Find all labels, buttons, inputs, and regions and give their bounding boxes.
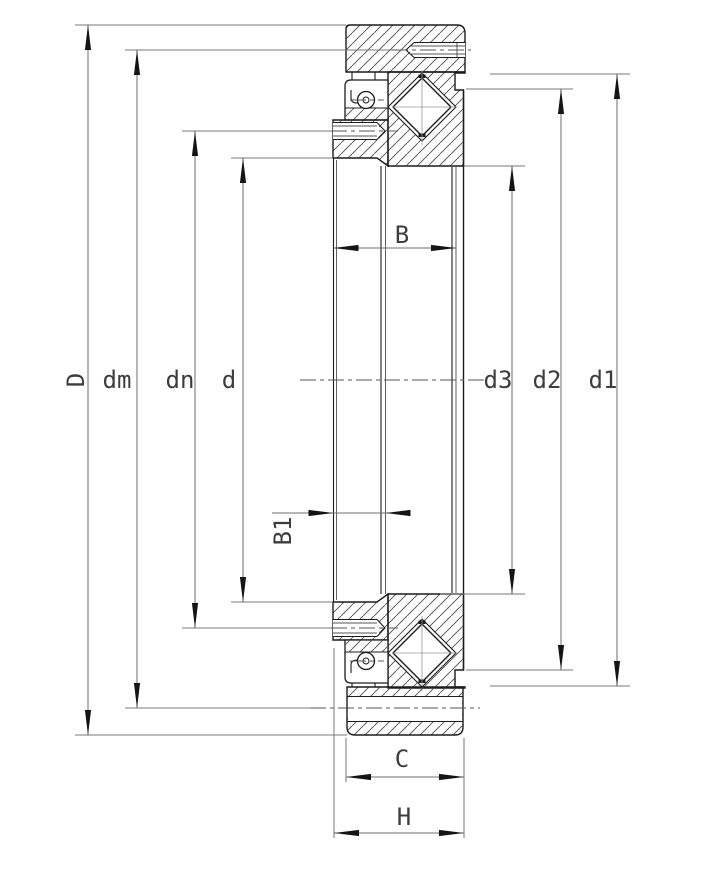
label-d3: d3	[483, 366, 513, 394]
outer-ring-bottom-flange	[347, 687, 463, 735]
inner-ring-top-block	[333, 120, 388, 166]
label-B1: B1	[269, 516, 297, 546]
label-dn: dn	[165, 366, 195, 394]
label-dm: dm	[102, 366, 132, 394]
inner-ring-bottom-seal	[345, 640, 388, 687]
inner-ring-bottom-block	[333, 594, 388, 640]
outer-ring-bottom-body	[388, 594, 465, 691]
label-C: C	[394, 745, 410, 773]
outer-ring-top-body	[388, 70, 465, 166]
inner-ring-top-seal	[345, 72, 388, 120]
label-B: B	[394, 221, 410, 249]
label-d1: d1	[588, 366, 618, 394]
label-D: D	[62, 372, 90, 388]
dimension-labels	[62, 221, 617, 831]
outer-ring-top-flange	[346, 25, 465, 72]
label-d2: d2	[532, 366, 562, 394]
flange-through-hole	[348, 697, 462, 721]
label-H: H	[396, 803, 412, 831]
label-d: d	[221, 366, 237, 394]
